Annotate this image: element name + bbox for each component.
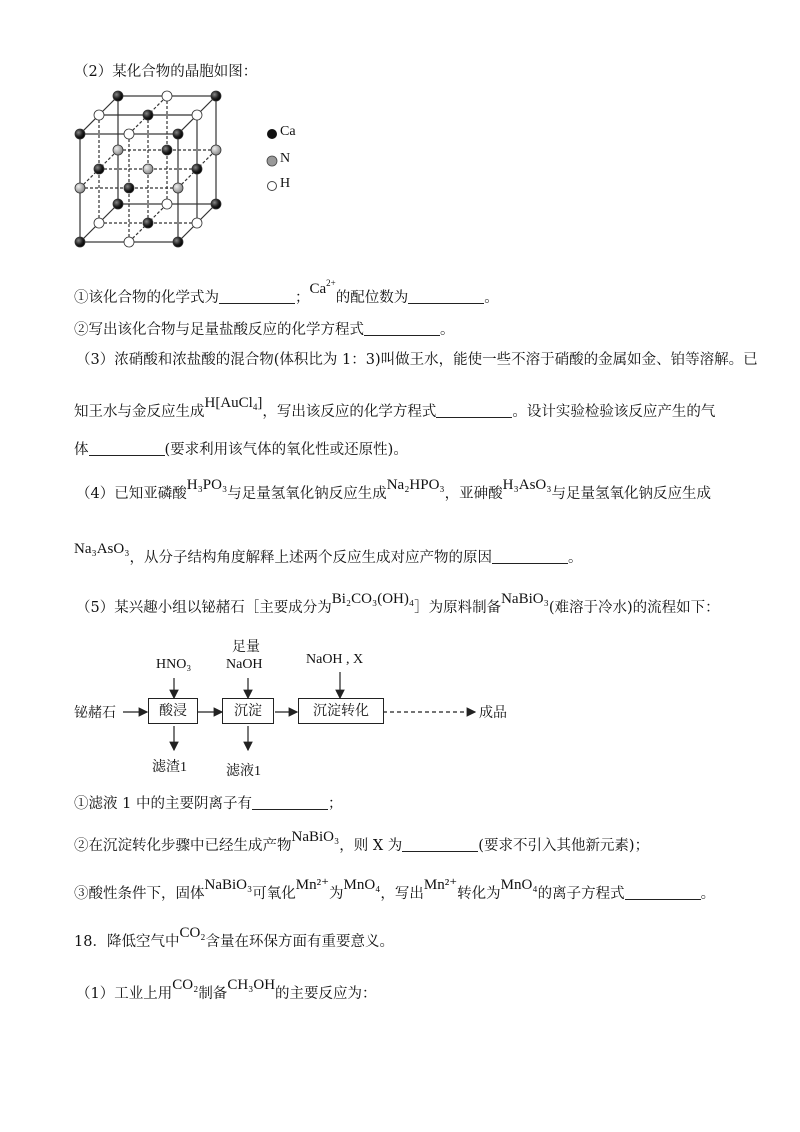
legend-n-dot [266,155,278,167]
q4-line1: （4）已知亚磷酸H₃PO₃与足量氢氧化钠反应生成Na₂HPO₃，亚砷酸H₃AsO₃与足量氢氧化钠反应生成 [76,477,711,502]
q5-line1: （5）某兴趣小组以铋赭石［主要成分为Bi₂CO₃(OH)₄］为原料制备NaBiO₃(难溶于冷水)的流程如下： [76,591,720,616]
legend-h-dot [266,180,278,192]
flow-end: 成品 [479,706,507,721]
q4-line2: Na₃AsO₃，从分子结构角度解释上述两个反应生成对应产物的原因 。 [74,541,583,566]
crystal-cell-diagram [70,86,260,256]
flow-reagent-hno3: HNO₃ [156,657,192,672]
flow-waste-filtrate: 滤液1 [226,764,261,779]
q3-line2: 知王水与金反应生成H[AuCl$_4$]，写出该反应的化学方程式 。设计实验检验该反应产生的气 [74,395,716,420]
q18-part1: （1）工业上用CO₂制备CH₃OH的主要反应为： [76,977,377,1002]
legend-h-label: H [280,176,291,191]
flow-waste-residue: 滤渣1 [152,760,187,775]
legend-n-label: N [280,151,291,166]
q2-part1: ①该化合物的化学式为 ；$Ca^{2+}$的配位数为 。 [74,278,499,306]
q5-part1: ①滤液 1 中的主要阴离子有 ； [74,796,343,812]
q2-part2: ②写出该化合物与足量盐酸反应的化学方程式 。 [74,322,455,338]
q3-line3: 体 (要求利用该气体的氧化性或还原性)。 [74,442,408,458]
flow-step-conversion: 沉淀转化 [298,698,384,724]
q18-title: 18．降低空气中CO₂含量在环保方面有重要意义。 [74,925,395,950]
flow-start: 铋赭石 [74,706,116,721]
flow-step-precipitate: 沉淀 [222,698,274,724]
q5-part2: ②在沉淀转化步骤中已经生成产物NaBiO₃，则 X 为 (要求不引入其他新元素)； [74,829,650,854]
legend-ca-dot [266,128,278,140]
q2-title: （2）某化合物的晶胞如图： [74,64,258,80]
legend-ca-label: Ca [280,124,296,139]
q3-line1: （3）浓硝酸和浓盐酸的混合物(体积比为 1：3)叫做王水，能使一些不溶于硝酸的金属如金、铂等溶解。已 [76,352,758,368]
flow-reagent-naoh-top: 足量 [232,640,260,655]
flow-reagent-naoh-x: NaOH , X [306,652,364,667]
flow-step-acid-leach: 酸浸 [148,698,198,724]
flow-reagent-naoh: NaOH [226,657,263,672]
q5-part3: ③酸性条件下，固体NaBiO₃可氧化Mn²⁺为MnO₄，写出Mn²⁺转化为MnO₄的离子方程式 。 [74,877,716,902]
